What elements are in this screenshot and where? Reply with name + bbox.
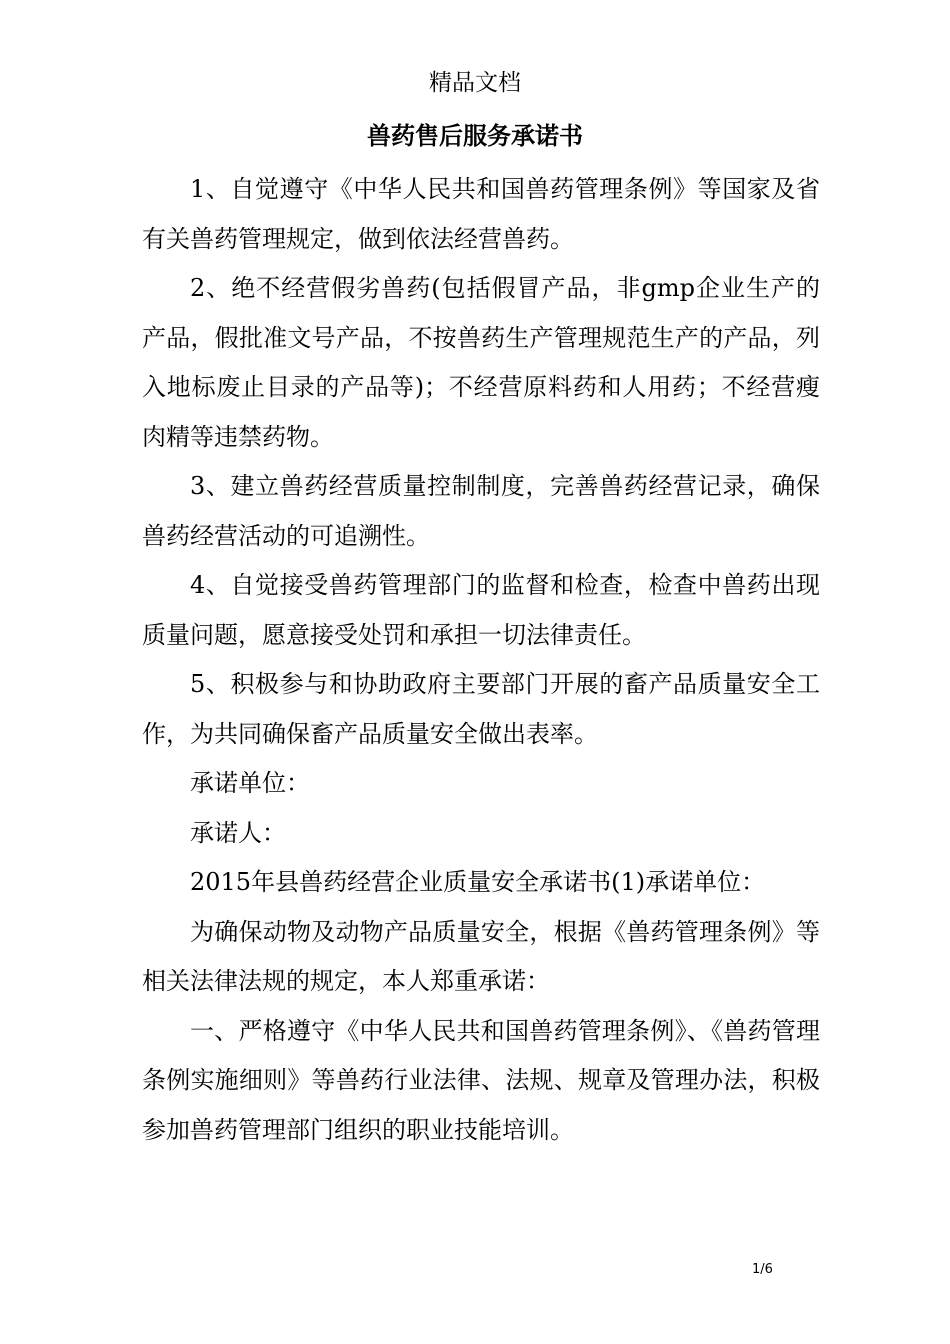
paragraph-2: 2、绝不经营假劣兽药(包括假冒产品，非gmp企业生产的产品，假批准文号产品，不按兽药生产管理规范生产的产品，列入地标废止目录的产品等)；不经营原料药和人用药；不经营瘦肉精等违禁药物。 [142, 274, 820, 451]
intro-paragraph: 为确保动物及动物产品质量安全，根据《兽药管理条例》等相关法律法规的规定，本人郑重承诺： [142, 917, 820, 995]
paragraph-4: 4、自觉接受兽药管理部门的监督和检查，检查中兽药出现质量问题，愿意接受处罚和承担一切法律责任。 [142, 571, 820, 649]
document-title: 兽药售后服务承诺书 [367, 122, 583, 150]
paragraph-1: 1、自觉遵守《中华人民共和国兽药管理条例》等国家及省有关兽药管理规定，做到依法经营兽药。 [142, 175, 820, 253]
second-document-heading: 2015年县兽药经营企业质量安全承诺书(1)承诺单位： [190, 868, 766, 896]
promise-unit-line: 承诺单位： [190, 769, 310, 797]
item-one-paragraph: 一、严格遵守《中华人民共和国兽药管理条例》、《兽药管理条例实施细则》等兽药行业法律、法规、规章及管理办法，积极参加兽药管理部门组织的职业技能培训。 [142, 1016, 820, 1144]
page-header: 精品文档 [429, 70, 521, 96]
document-body [142, 165, 820, 1155]
page-number: 1/6 [752, 1262, 773, 1277]
promise-person-line: 承诺人： [190, 818, 286, 847]
paragraph-5: 5、积极参与和协助政府主要部门开展的畜产品质量安全工作，为共同确保畜产品质量安全做出表率。 [142, 670, 820, 748]
paragraph-3: 3、建立兽药经营质量控制制度，完善兽药经营记录，确保兽药经营活动的可追溯性。 [142, 472, 820, 550]
